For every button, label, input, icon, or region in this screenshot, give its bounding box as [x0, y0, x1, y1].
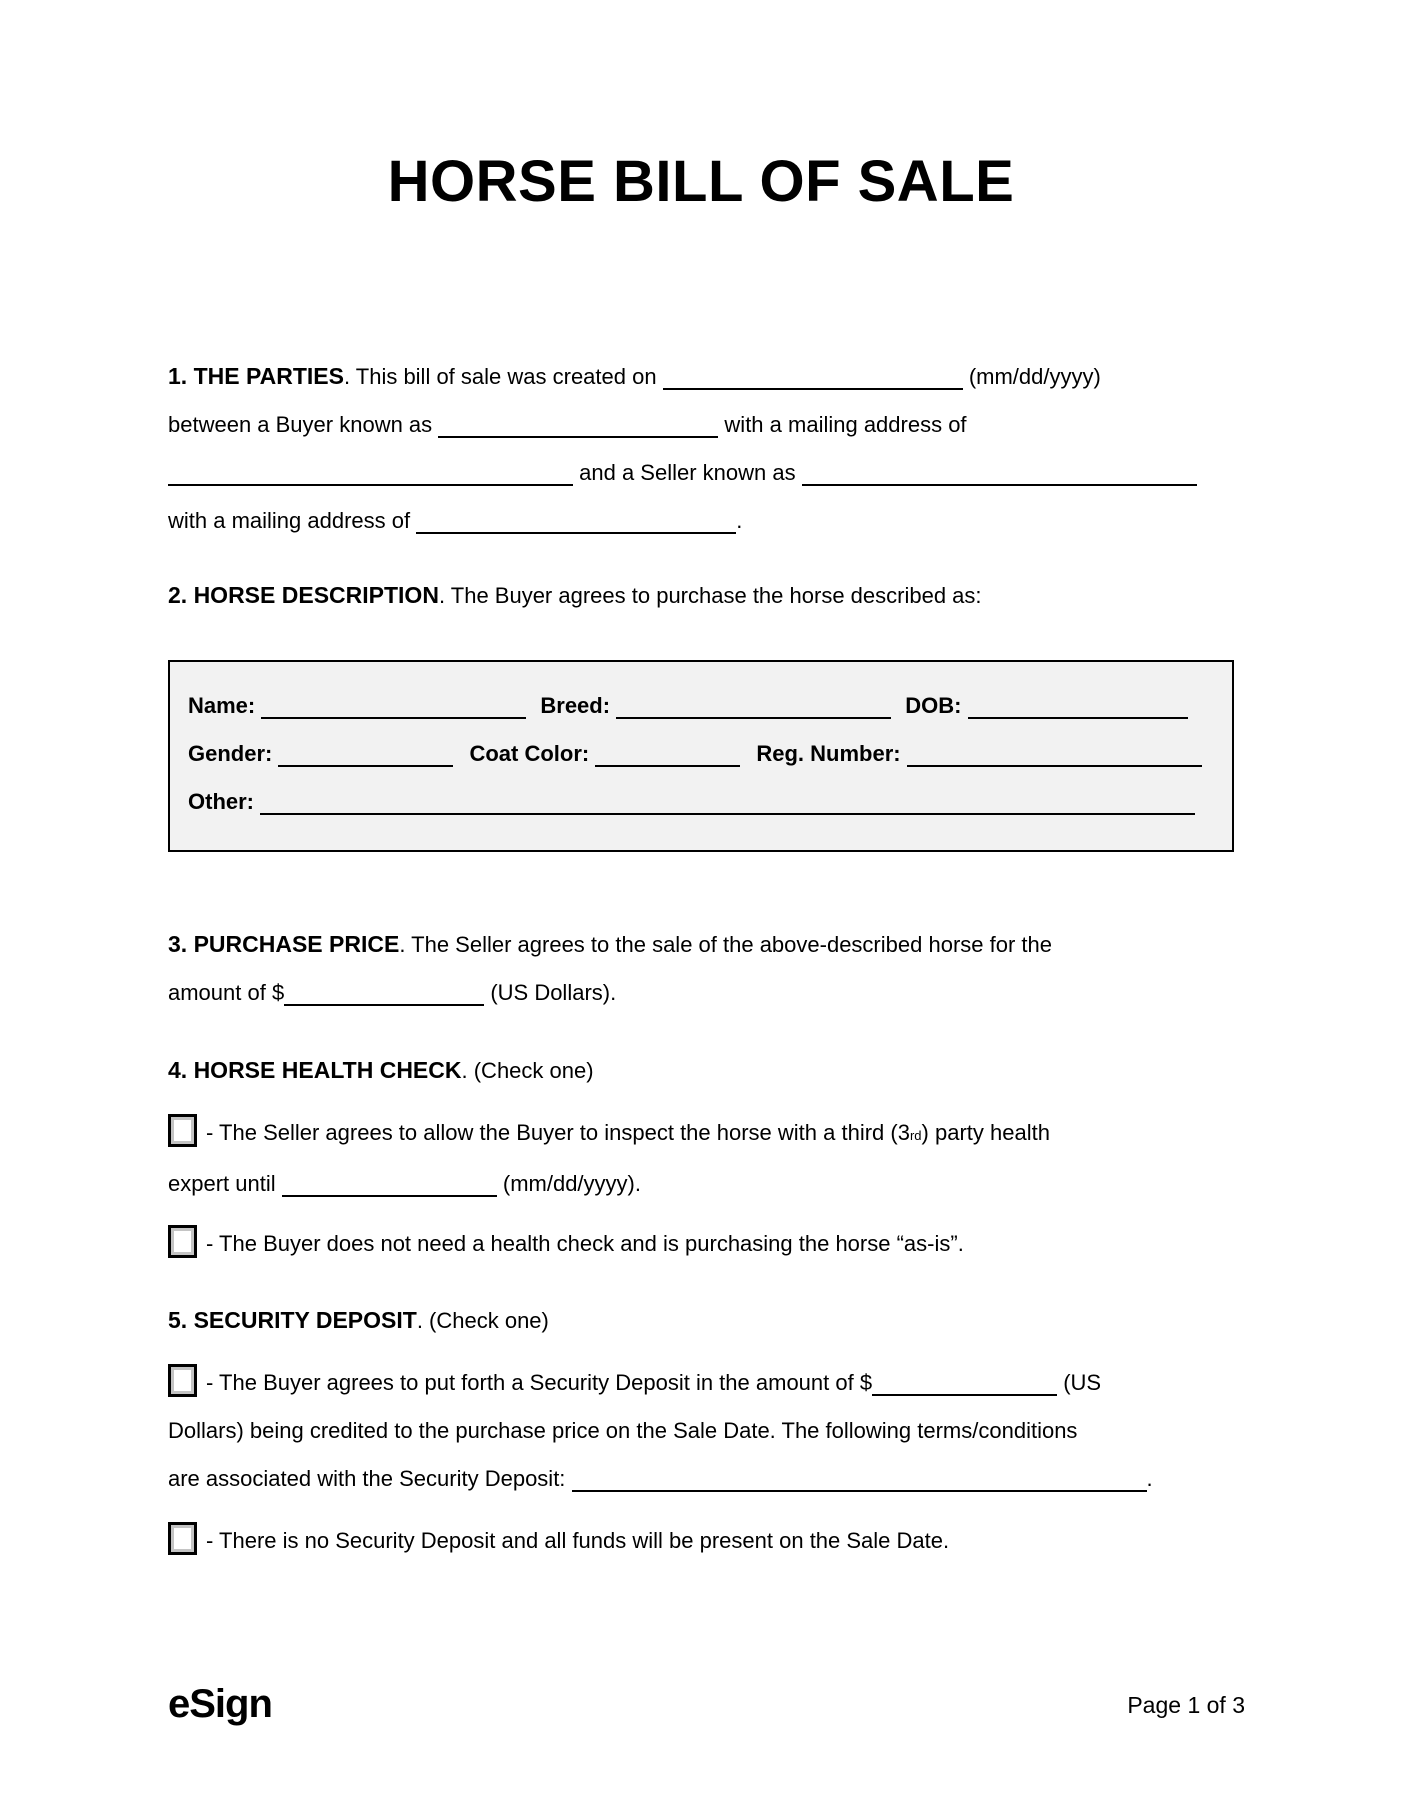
health-check-opt1-text: - The Seller agrees to allow the Buyer to inspect the horse with a third (3: [206, 1120, 910, 1145]
health-check-heading: 4. HORSE HEALTH CHECK: [168, 1057, 462, 1083]
purchase-price-line-2: [168, 969, 1234, 1017]
parties-line-1: [168, 352, 1234, 401]
health-check-heading-suffix: . (Check one): [461, 1058, 594, 1083]
health-check-as-is-checkbox[interactable]: [168, 1225, 197, 1258]
seller-mailing-address-field[interactable]: [416, 502, 736, 534]
horse-reg-number-label: Reg. Number:: [756, 741, 901, 766]
purchase-price-text: . The Seller agrees to the sale of the above-described horse for the: [399, 932, 1052, 957]
section-health-check: [168, 1046, 1234, 1268]
purchase-price-field[interactable]: [284, 974, 484, 1006]
security-deposit-option-1-line-1: [168, 1359, 1234, 1407]
horse-coat-color-field[interactable]: [595, 735, 740, 767]
seller-name-field[interactable]: [802, 454, 1197, 486]
horse-other-field[interactable]: [260, 783, 1195, 815]
security-deposit-heading-line: [168, 1296, 1234, 1345]
parties-heading: 1. THE PARTIES: [168, 363, 344, 389]
health-check-inspect-checkbox[interactable]: [168, 1114, 197, 1147]
buyer-name-field[interactable]: [438, 406, 718, 438]
page-indicator: Page 1 of 3: [1127, 1692, 1245, 1718]
health-check-option-2-line: [168, 1220, 1234, 1268]
security-deposit-opt2-text: - There is no Security Deposit and all funds will be present on the Sale Date.: [206, 1528, 950, 1553]
security-deposit-opt1-line2: Dollars) being credited to the purchase price on the Sale Date. The following terms/conditions: [168, 1418, 1078, 1443]
parties-line4-end: .: [736, 508, 743, 533]
horse-description-heading: 2. HORSE DESCRIPTION: [168, 582, 439, 608]
horse-box-line-3: [188, 778, 1214, 826]
security-deposit-amount-field[interactable]: [872, 1364, 1057, 1396]
horse-name-label: Name:: [188, 693, 256, 718]
purchase-price-heading: 3. PURCHASE PRICE: [168, 931, 400, 957]
horse-box-line-1: [188, 682, 1214, 730]
parties-line2-pre: between a Buyer known as: [168, 412, 433, 437]
section-purchase-price: [168, 920, 1234, 1017]
esign-logo: eSign: [168, 1682, 272, 1726]
parties-line-3: [168, 449, 1234, 497]
horse-gender-field[interactable]: [278, 735, 453, 767]
health-check-opt1-line2-pre: expert until: [168, 1171, 276, 1196]
security-deposit-none-checkbox[interactable]: [168, 1522, 197, 1555]
horse-gender-label: Gender:: [188, 741, 273, 766]
date-format-hint: (mm/dd/yyyy): [968, 364, 1101, 389]
security-deposit-opt1-line3-end: .: [1146, 1466, 1153, 1491]
parties-line-2: [168, 401, 1234, 449]
health-check-opt1-ordinal: rd: [909, 1128, 922, 1143]
horse-description-box: [168, 660, 1234, 852]
security-deposit-opt1-text: - The Buyer agrees to put forth a Security Deposit in the amount of $: [206, 1370, 873, 1395]
security-deposit-option-2-line: [168, 1517, 1234, 1565]
buyer-mailing-address-field[interactable]: [168, 454, 573, 486]
section-parties: [168, 352, 1234, 545]
horse-dob-label: DOB:: [905, 693, 962, 718]
health-check-opt1-line2-post: (mm/dd/yyyy).: [502, 1171, 641, 1196]
purchase-price-line-1: [168, 920, 1234, 969]
sale-date-field[interactable]: [663, 358, 963, 390]
security-deposit-yes-checkbox[interactable]: [168, 1364, 197, 1397]
horse-breed-field[interactable]: [616, 687, 891, 719]
health-check-heading-line: [168, 1046, 1234, 1095]
parties-line4-pre: with a mailing address of: [168, 508, 411, 533]
security-deposit-heading-suffix: . (Check one): [416, 1308, 549, 1333]
purchase-price-line2-pre: amount of $: [168, 980, 285, 1005]
horse-reg-number-field[interactable]: [907, 735, 1202, 767]
document-title: HORSE BILL OF SALE: [387, 149, 1015, 214]
horse-description-intro: . The Buyer agrees to purchase the horse described as:: [438, 583, 982, 608]
horse-other-label: Other:: [188, 789, 254, 814]
security-deposit-heading: 5. SECURITY DEPOSIT: [168, 1307, 417, 1333]
parties-line-4: [168, 497, 1234, 545]
security-deposit-opt1-text-end: (US: [1063, 1370, 1102, 1395]
security-deposit-option-1-line-3: [168, 1455, 1234, 1503]
section-security-deposit: [168, 1296, 1234, 1565]
horse-name-field[interactable]: [261, 687, 526, 719]
health-check-option-1-line-1: [168, 1109, 1234, 1160]
security-deposit-option-1-line-2: [168, 1407, 1234, 1455]
parties-line1-text: . This bill of sale was created on: [343, 364, 657, 389]
health-check-opt2-text: - The Buyer does not need a health check and is purchasing the horse “as-is”.: [206, 1231, 964, 1256]
purchase-price-line2-post: (US Dollars).: [490, 980, 617, 1005]
health-check-deadline-field[interactable]: [282, 1165, 497, 1197]
horse-breed-label: Breed:: [540, 693, 611, 718]
horse-coat-color-label: Coat Color:: [469, 741, 590, 766]
parties-line2-post: with a mailing address of: [724, 412, 967, 437]
security-deposit-opt1-line3-pre: are associated with the Security Deposit:: [168, 1466, 566, 1491]
parties-line3-mid: and a Seller known as: [579, 460, 796, 485]
horse-dob-field[interactable]: [968, 687, 1188, 719]
horse-description-heading-line: [168, 571, 1234, 620]
page-footer: [168, 1682, 1245, 1726]
horse-box-line-2: [188, 730, 1214, 778]
health-check-option-1-line-2: [168, 1160, 1234, 1208]
security-deposit-terms-field[interactable]: [572, 1460, 1147, 1492]
health-check-opt1-text-end: ) party health: [921, 1120, 1050, 1145]
